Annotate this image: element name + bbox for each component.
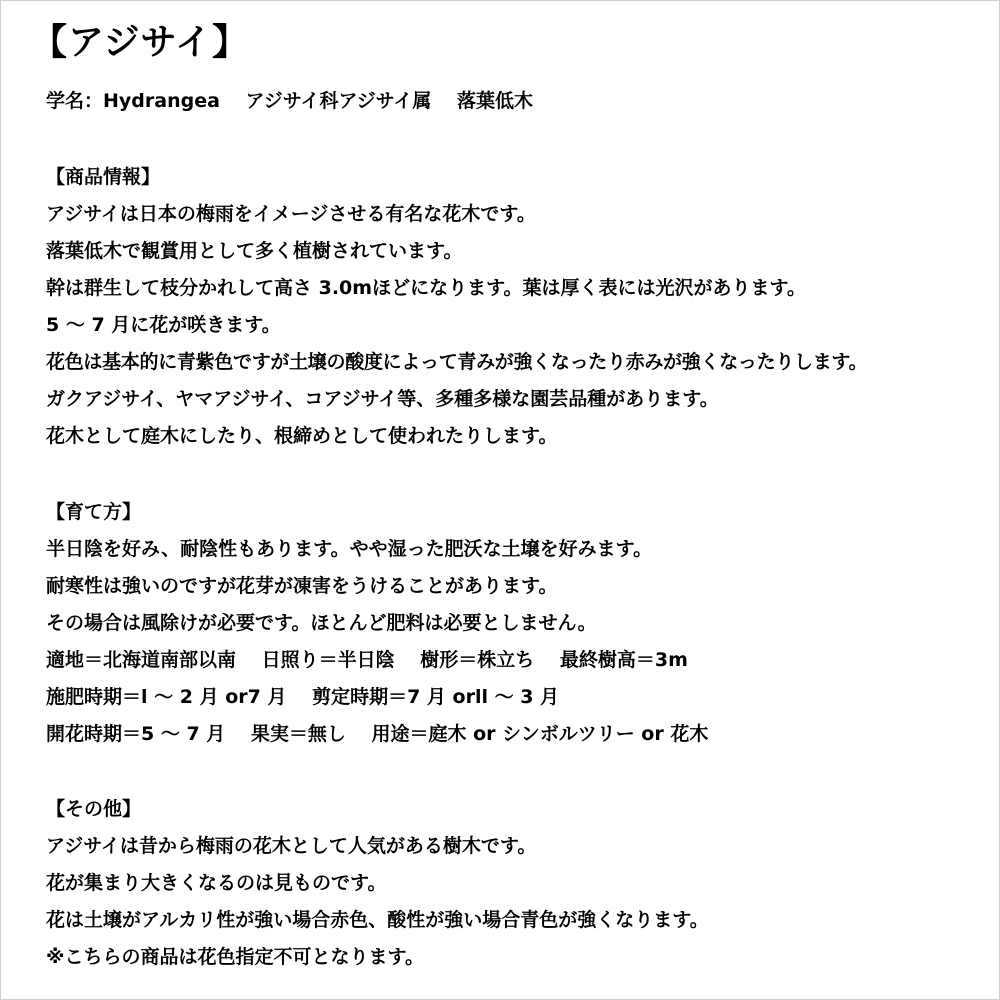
text-line: 開花時期＝5 ～ 7 月 果実＝無し 用途＝庭木 or シンボルツリー or 花木 xyxy=(46,723,709,745)
section-other xyxy=(46,791,986,976)
text-line: 施肥時期＝l ～ 2 月 or7 月 剪定時期＝7 月 orll ～ 3 月 xyxy=(46,686,560,708)
text-line: 花は土壌がアルカリ性が強い場合赤色、酸性が強い場合青色が強くなります。 xyxy=(46,909,709,931)
text-line: 半日陰を好み、耐陰性もあります。やや湿った肥沃な土壌を好みます。 xyxy=(46,538,653,560)
text-line: ガクアジサイ、ヤマアジサイ、コアジサイ等、多種多様な園芸品種があります。 xyxy=(46,388,719,410)
section-product-info xyxy=(46,159,986,455)
text-line: 幹は群生して枝分かれして高さ 3.0mほどになります。葉は厚く表には光沢があります。 xyxy=(46,277,807,299)
section-care xyxy=(46,494,986,753)
text-line: ※こちらの商品は花色指定不可となります。 xyxy=(46,946,424,968)
text-line: アジサイは日本の梅雨をイメージさせる有名な花木です。 xyxy=(46,203,536,225)
text-line: 花木として庭木にしたり、根締めとして使われたりします。 xyxy=(46,425,558,447)
section-heading-other: 【その他】 xyxy=(46,798,142,820)
text-line: 花が集まり大きくなるのは見ものです。 xyxy=(46,872,387,894)
text-line: 落葉低木で観賞用として多く植樹されています。 xyxy=(46,240,463,262)
section-heading-care: 【育て方】 xyxy=(46,501,142,523)
section-heading-product-info: 【商品情報】 xyxy=(46,166,161,188)
text-line: その場合は風除けが必要です。ほとんど肥料は必要としません。 xyxy=(46,612,597,634)
scientific-name-line: 学名：Hydrangea アジサイ科アジサイ属 落葉低木 xyxy=(46,90,533,112)
text-line: 5 ～ 7 月に花が咲きます。 xyxy=(46,314,281,336)
text-line: アジサイは昔から梅雨の花木として人気がある樹木です。 xyxy=(46,835,537,857)
page-title: 【アジサイ】 xyxy=(31,22,250,63)
text-line: 花色は基本的に青紫色ですが土壌の酸度によって青みが強くなったり赤みが強くなったりします。 xyxy=(46,351,868,373)
text-line: 耐寒性は強いのですが花芽が凍害をうけることがあります。 xyxy=(46,575,558,597)
text-line: 適地＝北海道南部以南 日照り＝半日陰 樹形＝株立ち 最終樹高＝3m xyxy=(46,649,688,671)
